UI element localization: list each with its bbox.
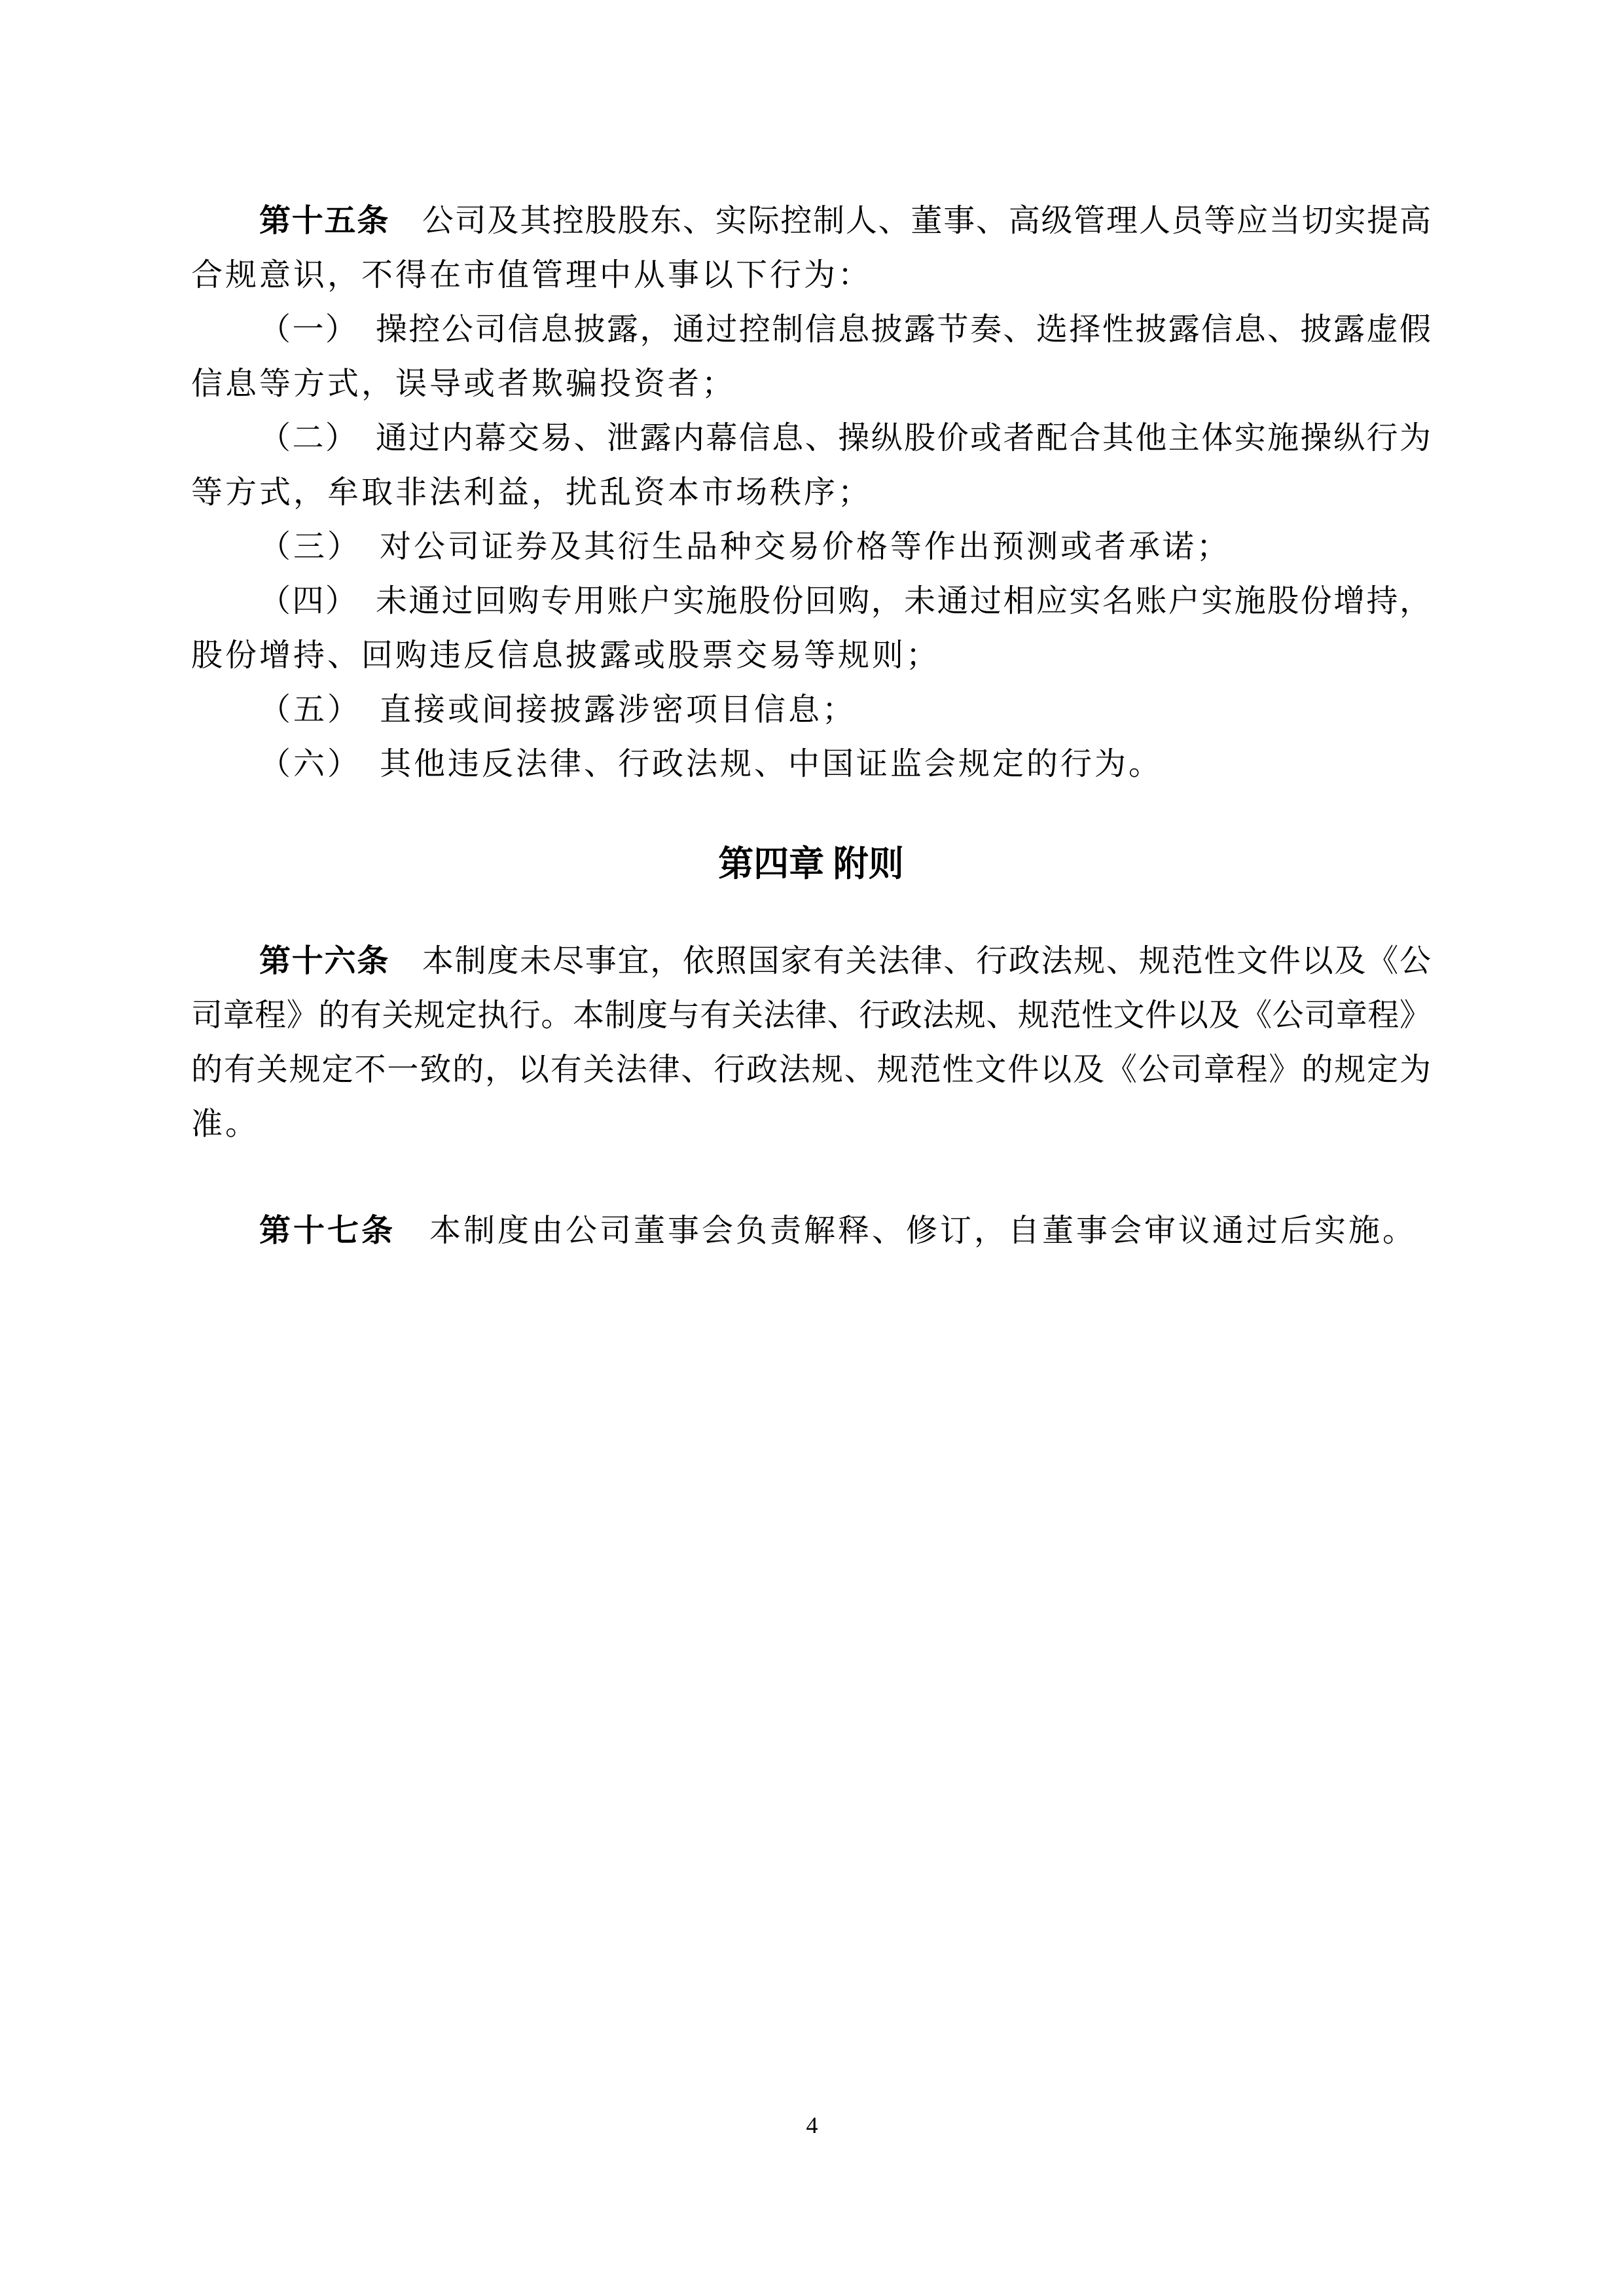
article-number: 第十七条 [259, 1213, 396, 1248]
line-text: 公司及其控股股东、实际控制人、董事、高级管理人员等应当切实提高 [389, 204, 1431, 238]
article-number: 第十五条 [259, 204, 390, 238]
line-text: 本制度由公司董事会负责解释、修订，自董事会审议通过后实施。 [395, 1213, 1417, 1248]
article-15-line [191, 465, 1431, 520]
article-16-line [191, 988, 1431, 1043]
line-text: 本制度未尽事宜，依照国家有关法律、行政法规、规范性文件以及《公 [389, 944, 1431, 978]
line-text: （五） 直接或间接披露涉密项目信息； [259, 692, 857, 727]
article-15-line [191, 411, 1431, 465]
page-number: 4 [806, 2112, 818, 2138]
article-15-line [191, 520, 1431, 574]
line-text: （二） 通过内幕交易、泄露内幕信息、操纵股价或者配合其他主体实施操纵行为 [259, 421, 1431, 456]
line-text: （三） 对公司证券及其衍生品种交易价格等作出预测或者承诺； [259, 529, 1231, 564]
article-15-section [191, 194, 1431, 791]
article-15-line [191, 194, 1431, 248]
article-16-line [191, 934, 1431, 988]
page-footer [0, 2110, 1624, 2140]
line-text: （六） 其他违反法律、行政法规、中国证监会规定的行为。 [259, 747, 1163, 781]
line-text: 股份增持、回购违反信息披露或股票交易等规则； [191, 638, 941, 673]
line-text: 司章程》的有关规定执行。本制度与有关法律、行政法规、规范性文件以及《公司章程》 [191, 998, 1431, 1033]
article-15-line [191, 248, 1431, 302]
article-16-section [191, 934, 1431, 1151]
line-text: 信息等方式，误导或者欺骗投资者； [191, 367, 736, 401]
article-15-line [191, 302, 1431, 357]
document-body [191, 194, 1431, 1258]
article-number: 第十六条 [259, 944, 390, 978]
line-text: 合规意识，不得在市值管理中从事以下行为： [191, 258, 873, 293]
article-15-line [191, 737, 1431, 791]
article-15-line [191, 683, 1431, 737]
article-16-line [191, 1097, 1431, 1151]
line-text: 准。 [191, 1107, 260, 1141]
article-16-line [191, 1043, 1431, 1097]
chapter-heading: 第四章 附则 [718, 844, 904, 884]
line-text: （一） 操控公司信息披露，通过控制信息披露节奏、选择性披露信息、披露虚假 [259, 312, 1431, 347]
article-15-line [191, 628, 1431, 683]
line-text: （四） 未通过回购专用账户实施股份回购，未通过相应实名账户实施股份增持， [259, 584, 1431, 619]
line-text: 等方式，牟取非法利益，扰乱资本市场秩序； [191, 475, 873, 510]
article-17-line [191, 1204, 1431, 1258]
article-17-section [191, 1204, 1431, 1258]
line-text: 的有关规定不一致的，以有关法律、行政法规、规范性文件以及《公司章程》的规定为 [191, 1052, 1431, 1087]
article-15-line [191, 357, 1431, 411]
article-15-line [191, 574, 1431, 628]
